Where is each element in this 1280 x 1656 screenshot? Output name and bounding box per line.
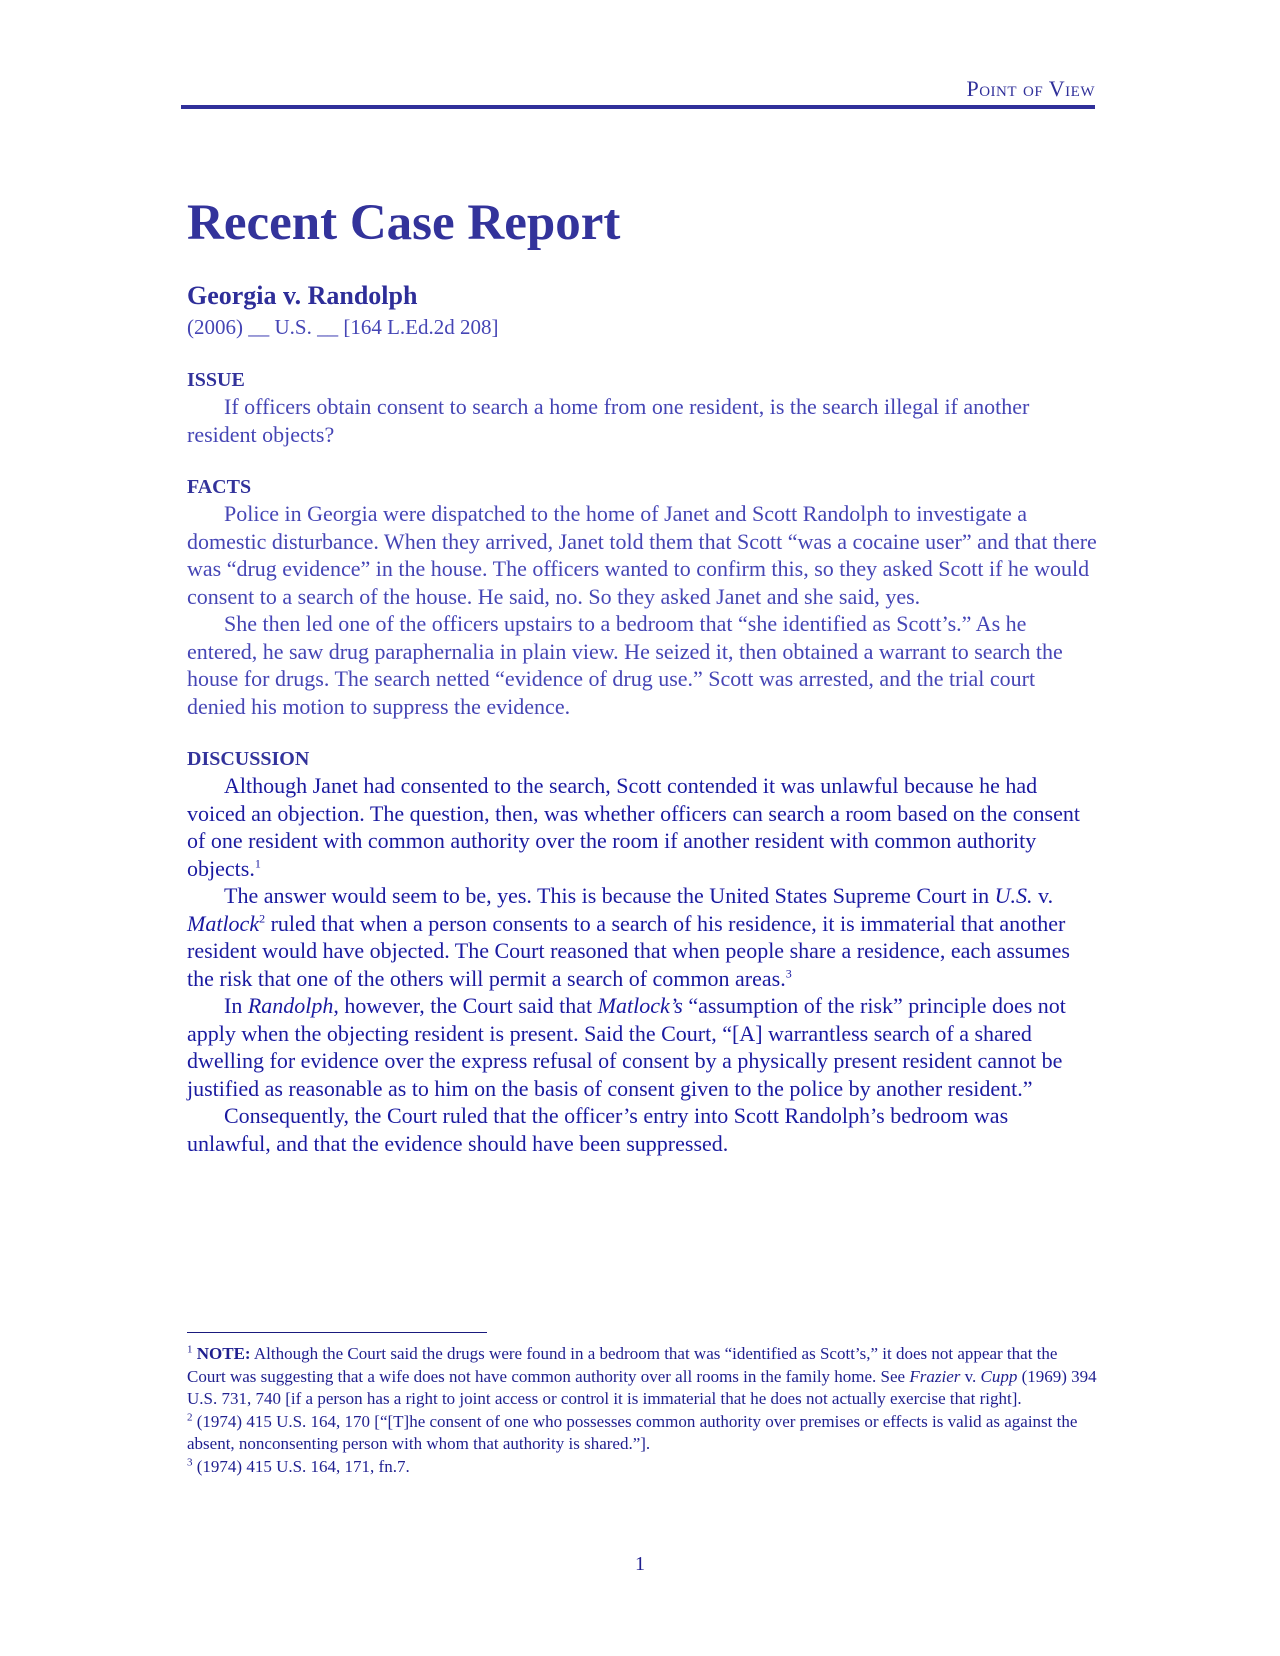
footnote-2-number: 2 bbox=[187, 1411, 193, 1424]
header-rule bbox=[181, 105, 1095, 109]
footnote-1-label: NOTE: bbox=[196, 1344, 251, 1363]
page-title: Recent Case Report bbox=[187, 195, 621, 251]
discussion-paragraph-3 bbox=[187, 992, 1097, 1102]
case-name-us: U.S. bbox=[994, 883, 1033, 908]
article-body bbox=[187, 190, 1097, 1157]
footnote-1 bbox=[187, 1343, 1097, 1411]
footnote-ref-3: 3 bbox=[785, 966, 792, 981]
footnote-2 bbox=[187, 1411, 1097, 1456]
facts-paragraph-1: Police in Georgia were dispatched to the home of Janet and Scott Randolph to investigate a domestic disturbance. When they arrived, Janet told them that Scott “was a cocaine user” and that there was “drug evidence” in the house. The officers wanted to confirm this, so they asked Scott if he would consent to a search of the house. He said, no. So they asked Janet and she said, yes. bbox=[187, 501, 1097, 609]
case-name-cupp: Cupp bbox=[980, 1366, 1018, 1386]
footnote-3-text: (1974) 415 U.S. 164, 171, fn.7. bbox=[192, 1456, 410, 1476]
case-versus: v. bbox=[1032, 883, 1054, 908]
page-number: 1 bbox=[635, 1553, 645, 1575]
facts-heading: FACTS bbox=[187, 476, 252, 498]
case-name-frazier: Frazier bbox=[909, 1366, 961, 1386]
case-name-matlock: Matlock bbox=[187, 910, 260, 936]
discussion-paragraph-1 bbox=[187, 772, 1097, 882]
discussion-p2-text-a: The answer would seem to be, yes. This is because the United States Supreme Court in bbox=[224, 883, 995, 908]
discussion-p3-text-c: “assumption of the risk” principle does not apply when the objecting resident is present. Said the Court, “[A] warrantless search of a shared dwelling for evidence over the express refusal of consent by a physically present resident cannot be justified as reasonable as to him on the basis of consent given to the police by another resident.” bbox=[187, 993, 1066, 1101]
discussion-heading: DISCUSSION bbox=[187, 748, 310, 770]
case-citation: (2006) __ U.S. __ [164 L.Ed.2d 208] bbox=[187, 315, 499, 339]
issue-paragraph: If officers obtain consent to search a home from one resident, is the search illegal if another resident objects? bbox=[187, 394, 1030, 447]
discussion-paragraph-4: Consequently, the Court ruled that the officer’s entry into Scott Randolph’s bedroom was unlawful, and that the evidence should have been suppressed. bbox=[187, 1103, 1009, 1156]
footnote-1-versus: v. bbox=[960, 1366, 981, 1386]
case-name: Georgia v. Randolph bbox=[187, 281, 418, 310]
footnote-1-text-b: (1969) 394 U.S. 731, 740 [if a person has a right to joint access or control it is immaterial that he does not actually exercise that right]. bbox=[187, 1366, 1097, 1409]
issue-heading: ISSUE bbox=[187, 369, 245, 391]
footnote-ref-2: 2 bbox=[259, 911, 266, 926]
discussion-p3-text-a: In bbox=[224, 993, 248, 1018]
footnote-3-number: 3 bbox=[187, 1456, 193, 1469]
case-name-matlocks: Matlock’s bbox=[597, 993, 683, 1018]
running-header bbox=[181, 76, 1095, 102]
footnote-2-text: (1974) 415 U.S. 164, 170 [“[T]he consent of one who possesses common authority over premises or effects is valid as against the absent, nonconsenting person with whom that authority is shared.”]. bbox=[187, 1411, 1078, 1454]
footnote-3 bbox=[187, 1456, 1097, 1479]
running-header-title: Point of View bbox=[966, 76, 1095, 101]
footnote-ref-1: 1 bbox=[254, 856, 261, 871]
footnote-separator bbox=[187, 1332, 487, 1333]
discussion-p2-text-b: ruled that when a person consents to a search of his residence, it is immaterial that another resident would have objected. The Court reasoned that when people share a residence, each assumes the risk that one of the others will permit a search of common areas. bbox=[187, 910, 1070, 991]
discussion-p3-text-b: , however, the Court said that bbox=[333, 993, 598, 1018]
discussion-paragraph-2 bbox=[187, 882, 1097, 992]
discussion-p1-text: Although Janet had consented to the search, Scott contended it was unlawful because he had voiced an objection. The question, then, was whether officers can search a room based on the consent of one resident with common authority over the room if another resident with common authority objects. bbox=[187, 773, 1080, 881]
case-name-randolph: Randolph bbox=[247, 993, 334, 1018]
footnotes bbox=[187, 1343, 1097, 1479]
facts-paragraph-2: She then led one of the officers upstairs to a bedroom that “she identified as Scott’s.” As he entered, he saw drug paraphernalia in plain view. He seized it, then obtained a warrant to search the house for drugs. The search netted “evidence of drug use.” Scott was arrested, and the trial court denied his motion to suppress the evidence. bbox=[187, 611, 1063, 719]
footnote-1-number: 1 bbox=[187, 1343, 193, 1356]
footnote-1-text-a: Although the Court said the drugs were found in a bedroom that was “identified as Scott’s,” it does not appear that the Court was suggesting that a wife does not have common authority over all rooms in the family home. See bbox=[187, 1344, 1058, 1386]
